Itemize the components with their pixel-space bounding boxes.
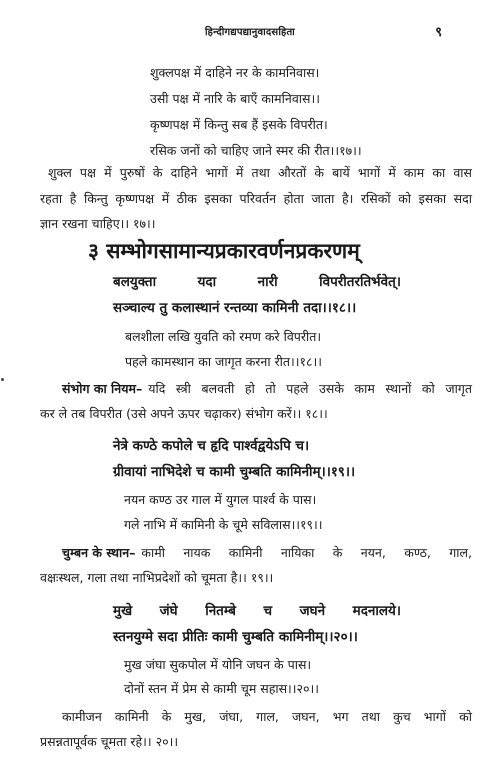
- prose-18-line-2: कर ले तब विपरीत (उसे अपने ऊपर चढ़ाकर) संभोग करें।। १८।।: [40, 406, 328, 421]
- doha-19-line-1: नयन कण्ठ उर गाल में युगल पार्श्व के पास।: [124, 492, 317, 507]
- prose-17-line-2: रहता है किन्तु कृष्णपक्ष में ठीक इसका परिवर्तन होता जाता है। रसिकों को इसका सदा: [40, 191, 472, 206]
- doha-17-line-4: रसिक जनों को चाहिए जाने स्मर की रीत।।१७।।: [150, 143, 362, 158]
- prose-20-line-2: प्रसन्नतापूर्वक चूमता रहे।। २०।।: [40, 734, 179, 749]
- prose-17-line-1: शुक्ल पक्ष में पुरुषों के दाहिने भागों में तथा औरतों के बायें भागों में काम का वास: [48, 165, 472, 180]
- doha-18-line-2: पहले कामस्थान का जागृत करना रीत।।१८।।: [125, 354, 322, 369]
- doha-19-line-2: गले नाभि में कामिनी के चूमे सविलास।।१९।।: [124, 517, 323, 532]
- prose-19-text-1: कामी नायक कामिनी नायिका के नयन, कण्ठ, गाल,: [141, 545, 472, 560]
- section-heading: ३ सम्भोगसामान्यप्रकारवर्णनप्रकरणम्: [88, 239, 360, 263]
- doha-20-line-2: दोनों स्तन में प्रेम से कामी चूम सहास।।२०।।: [124, 681, 319, 696]
- running-header-title: हिन्दीगद्यपद्यानुवादसहिता: [205, 27, 295, 38]
- page-number: ९: [435, 25, 442, 40]
- scan-dot: [1, 378, 4, 381]
- prose-18-line-1: [62, 380, 472, 398]
- kiss-places-label: चुम्बन के स्थान–: [62, 545, 136, 560]
- prose-17-line-3: ज्ञान रखना चाहिए।। १७।।: [40, 216, 156, 231]
- doha-17-line-1: शुक्लपक्ष में दाहिने नर के कामनिवास।: [150, 65, 320, 80]
- doha-20-line-1: मुख जंघा सुकपोल में योनि जघन के पास।: [124, 657, 312, 672]
- prose-19-line-2: वक्षःस्थल, गला तथा नाभिप्रदेशों को चूमता है।। १९।।: [40, 570, 274, 585]
- rule-label: संभोग का नियम–: [62, 381, 143, 396]
- verse-18-line-2: सञ्चाल्य तु कलास्थानं रन्तव्या कामिनी तदा।।१८।।: [113, 300, 357, 316]
- verse-20-line-1: मुखे जंघे नितम्बे च जघने मदनालये।: [113, 603, 401, 619]
- verse-19-line-2: ग्रीवायां नाभिदेशे च कामी चुम्बति कामिनीम्।।१९।।: [113, 464, 356, 480]
- prose-19-line-1: [62, 544, 472, 562]
- verse-20-line-2: स्तनयुग्मे सदा प्रीतिः कामी चुम्बति कामिनीम्।।२०।।: [113, 629, 358, 645]
- prose-18-text-1: यदि स्त्री बलवती हो तो पहले उसके काम स्थानों को जागृत: [148, 381, 472, 396]
- doha-17-line-3: कृष्णपक्ष में किन्तु सब हैं इसके विपरीत।: [150, 117, 328, 132]
- doha-17-line-2: उसी पक्ष में नारि के बाएँ कामनिवास।।: [150, 91, 320, 106]
- verse-19-line-1: नेत्रे कण्ठे कपोले च हृदि पार्श्वद्वयेऽपि च।: [113, 438, 310, 454]
- verse-18-line-1: बलयुक्ता यदा नारी विपरीतरतिर्भवेत्।: [113, 274, 401, 290]
- doha-18-line-1: बलशीला लखि युवति को रमण करे विपरीत।: [125, 329, 322, 344]
- prose-20-line-1: कामीजन कामिनी के मुख, जंघा, गाल, जघन, भग तथा कुच भागों को: [62, 709, 472, 724]
